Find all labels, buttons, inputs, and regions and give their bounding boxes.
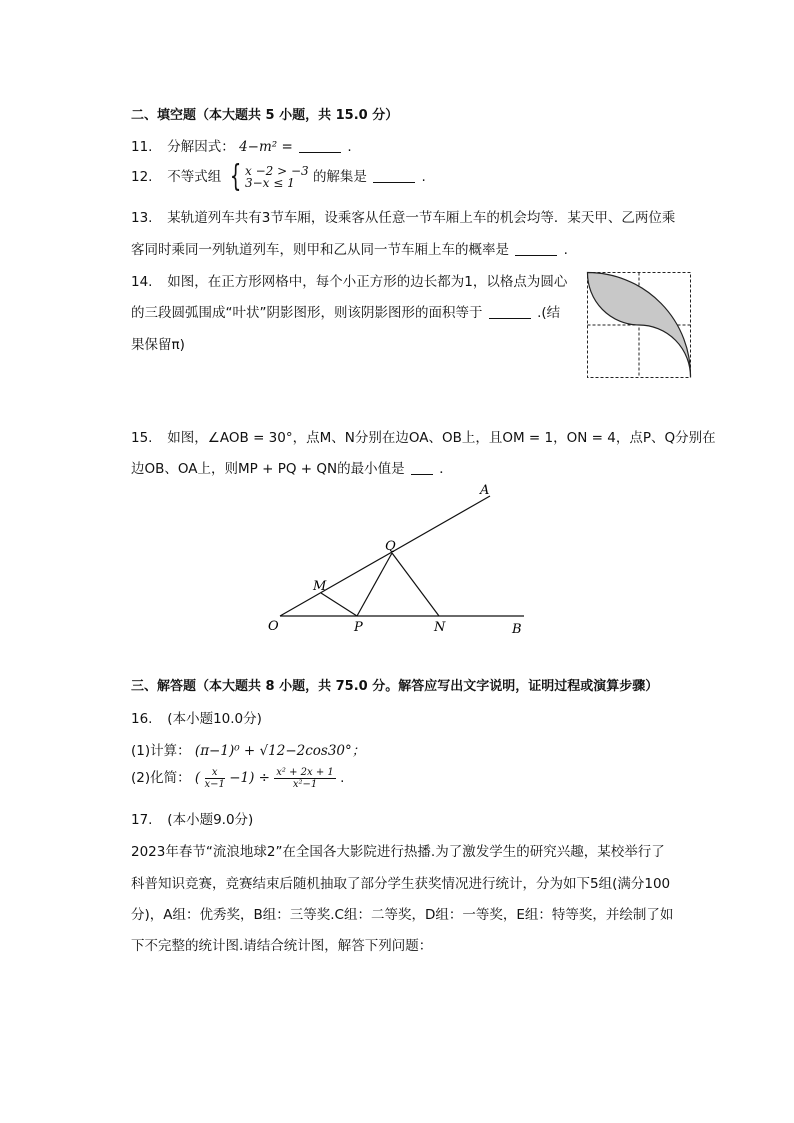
answer-blank[interactable] xyxy=(373,169,415,183)
question-number: 14. xyxy=(131,274,153,290)
fraction-2-numerator: x² + 2x + 1 xyxy=(276,766,334,778)
leaf-figure xyxy=(586,271,692,379)
points: (本小题10.0分) xyxy=(167,711,262,727)
question-number: 16. xyxy=(131,711,153,727)
math-expression: 4−m² = xyxy=(239,139,293,155)
points: (本小题9.0分) xyxy=(167,812,254,828)
question-number: 15. xyxy=(131,430,153,446)
section-3-header: 三、解答题（本大题共 8 小题，共 75.0 分。解答应写出文字说明，证明过程或演算步骤） xyxy=(131,679,659,694)
answer-blank[interactable] xyxy=(411,461,433,475)
label-M: M xyxy=(313,579,327,594)
question-17-line-2: 科普知识竞赛，竞赛结束后随机抽取了部分学生获奖情况进行统计，分为如下5组(满分100 xyxy=(131,876,671,892)
question-number: 11. xyxy=(131,139,153,155)
question-17-line-3: 分)，A组：优秀奖，B组：三等奖.C组：二等奖，D组：一等奖，E组：特等奖，并绘制了如 xyxy=(131,907,674,923)
section-2-header: 二、填空题（本大题共 5 小题，共 15.0 分） xyxy=(131,108,399,123)
label-O: O xyxy=(268,619,279,634)
fraction-2 xyxy=(274,767,336,790)
question-16-header xyxy=(131,707,262,727)
answer-blank[interactable] xyxy=(299,139,341,153)
question-13-line-2 xyxy=(131,238,568,258)
fraction-1 xyxy=(205,767,225,790)
inequality-1: x −2 > −3 xyxy=(244,164,309,178)
question-14-line-1 xyxy=(131,270,567,290)
question-12 xyxy=(131,159,426,194)
part-label: (2)化简： xyxy=(131,770,191,786)
question-14-line-2 xyxy=(131,301,560,321)
question-number: 13. xyxy=(131,210,153,226)
question-11 xyxy=(131,135,352,155)
period: . xyxy=(563,242,568,258)
answer-blank[interactable] xyxy=(515,242,557,256)
question-text: 某轨道列车共有3节车厢，设乘客从任意一节车厢上车的机会均等．某天甲、乙两位乘 xyxy=(167,210,676,226)
question-text: 的三段圆弧围成“叶状”阴影图形，则该阴影图形的面积等于 xyxy=(131,305,483,321)
angle-figure xyxy=(260,478,540,638)
question-15-line-2 xyxy=(131,457,453,477)
question-text: 分解因式： xyxy=(167,139,235,155)
question-text: 如图，在正方形网格中，每个小正方形的边长都为1，以格点为圆心 xyxy=(167,274,568,290)
question-17-line-1: 2023年春节“流浪地球2”在全国各大影院进行热播.为了激发学生的研究兴趣，某校举行了 xyxy=(131,844,665,860)
question-16-part-2 xyxy=(131,766,344,790)
math-expression: (π−1)⁰ + √12−2cos30°； xyxy=(194,743,366,759)
question-number: 12. xyxy=(131,169,153,185)
fraction-2-denominator: x²−1 xyxy=(292,778,318,790)
question-text-after: 的解集是 xyxy=(312,169,367,185)
period: . xyxy=(421,169,426,185)
fraction-1-numerator: x xyxy=(205,767,225,779)
brace-symbol: { xyxy=(229,159,241,194)
label-P: P xyxy=(354,620,363,635)
ray-OA xyxy=(280,496,490,616)
question-text: 客同时乘同一列轨道列车，则甲和乙从同一节车厢上车的概率是 xyxy=(131,242,509,258)
math-expression: −1) ÷ xyxy=(229,770,270,786)
label-B: B xyxy=(512,622,522,637)
label-Q: Q xyxy=(385,539,396,554)
question-text: 边OB、OA上，则MP + PQ + QN的最小值是 xyxy=(131,461,405,477)
period: . xyxy=(340,770,345,786)
question-13-line-1 xyxy=(131,206,675,226)
answer-blank[interactable] xyxy=(489,305,531,319)
part-label: (1)计算： xyxy=(131,743,191,759)
label-A: A xyxy=(480,483,490,498)
segment-MP xyxy=(321,593,357,616)
question-number: 17. xyxy=(131,812,153,828)
question-text: 如图，∠AOB = 30°，点M、N分别在边OA、OB上，且OM = 1，ON = 4，点P、Q分别在 xyxy=(167,430,716,446)
question-14-line-3: 果保留π) xyxy=(131,337,185,353)
question-text-end: .(结 xyxy=(537,305,561,321)
period: . xyxy=(347,139,352,155)
question-16-part-1 xyxy=(131,739,365,759)
period: ． xyxy=(439,461,453,477)
inequality-2: 3−x ≤ 1 xyxy=(244,176,295,190)
fraction-1-denominator: x−1 xyxy=(204,778,225,790)
question-text: 不等式组 xyxy=(167,169,222,185)
segment-QN xyxy=(392,553,439,616)
question-15-line-1 xyxy=(131,426,716,446)
inequality-system xyxy=(245,165,309,189)
question-17-header xyxy=(131,808,253,828)
question-17-line-4: 下不完整的统计图.请结合统计图，解答下列问题： xyxy=(131,938,433,954)
label-N: N xyxy=(434,620,446,635)
paren-open: ( xyxy=(194,770,201,786)
